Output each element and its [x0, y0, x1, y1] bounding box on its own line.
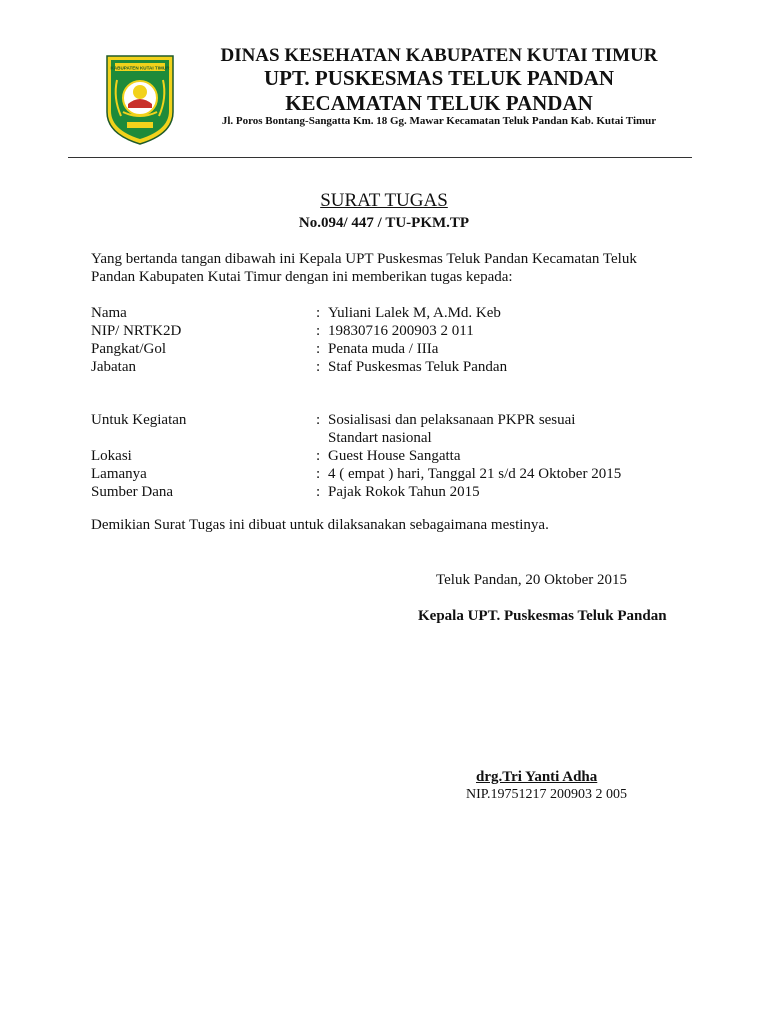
letter-number: No.094/ 447 / TU-PKM.TP [298, 215, 470, 231]
closing-statement: Demikian Surat Tugas ini dibuat untuk dilaksanakan sebagaimana mestinya. [91, 517, 549, 533]
field-value: Yuliani Lalek M, A.Md. Keb [328, 305, 501, 321]
field-label: Sumber Dana [91, 484, 174, 500]
logo-text: KABUPATEN KUTAI TIMUR [110, 65, 170, 71]
field-value: Sosialisasi dan pelaksanaan PKPR sesuai [328, 412, 576, 428]
intro-line: Yang bertanda tangan dibawah ini Kepala UPT Puskesmas Teluk Pandan Kecamatan Teluk [91, 251, 637, 267]
letter-intro [91, 250, 661, 286]
header-agency: DINAS KESEHATAN KABUPATEN KUTAI TIMUR [220, 45, 658, 66]
field-value: Pajak Rokok Tahun 2015 [328, 484, 480, 500]
field-value-continued: Standart nasional [328, 430, 432, 446]
field-value: Guest House Sangatta [328, 448, 461, 464]
signer-title: Kepala UPT. Puskesmas Teluk Pandan [418, 608, 667, 624]
field-label: Untuk Kegiatan [91, 412, 187, 428]
field-colon: : [316, 484, 321, 500]
field-label: Lamanya [91, 466, 147, 482]
field-colon: : [316, 323, 321, 339]
header-institution: UPT. PUSKESMAS TELUK PANDAN [263, 66, 615, 90]
header-divider [68, 157, 692, 158]
field-colon: : [316, 448, 321, 464]
field-label: Jabatan [91, 359, 136, 375]
field-colon: : [316, 305, 321, 321]
field-label: NIP/ NRTK2D [91, 323, 182, 339]
kutai-timur-crest-logo [103, 50, 177, 146]
letter-title: SURAT TUGAS [320, 190, 448, 211]
field-label: Lokasi [91, 448, 132, 464]
field-colon: : [316, 341, 321, 357]
field-colon: : [316, 466, 321, 482]
place-date: Teluk Pandan, 20 Oktober 2015 [436, 572, 628, 588]
field-colon: : [316, 412, 321, 428]
signer-nip: NIP.19751217 200903 2 005 [466, 787, 628, 802]
field-value: 4 ( empat ) hari, Tanggal 21 s/d 24 Oktober 2015 [328, 466, 622, 482]
field-value: Penata muda / IIIa [328, 341, 439, 357]
field-colon: : [316, 359, 321, 375]
field-label: Pangkat/Gol [91, 341, 166, 357]
signer-name: drg.Tri Yanti Adha [476, 769, 598, 785]
header-district: KECAMATAN TELUK PANDAN [285, 91, 593, 115]
intro-line: Pandan Kabupaten Kutai Timur dengan ini memberikan tugas kepada: [91, 269, 513, 285]
field-value: 19830716 200903 2 011 [328, 323, 474, 339]
field-value: Staf Puskesmas Teluk Pandan [328, 359, 508, 375]
field-label: Nama [91, 305, 127, 321]
header-address: Jl. Poros Bontang-Sangatta Km. 18 Gg. Mawar Kecamatan Teluk Pandan Kab. Kutai Timur [221, 115, 657, 127]
